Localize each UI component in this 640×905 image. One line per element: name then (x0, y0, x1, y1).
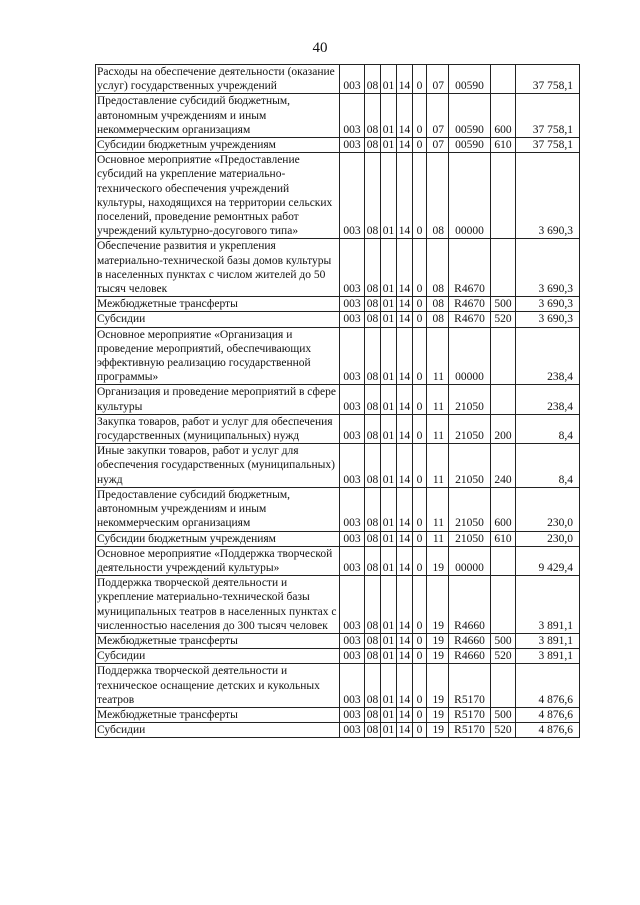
row-gr-code: 003 (340, 723, 365, 738)
row-amount: 9 429,4 (516, 546, 580, 575)
row-program-code: 14 (397, 385, 413, 414)
row-expense-type: 600 (491, 94, 516, 138)
row-amount: 3 690,3 (516, 153, 580, 239)
row-amount: 230,0 (516, 531, 580, 546)
row-expense-type: 500 (491, 297, 516, 312)
row-description: Иные закупки товаров, работ и услуг для обеспечения государственных (муниципальных) нужд (96, 444, 340, 488)
row-event-code: 11 (427, 444, 449, 488)
row-description: Субсидии (96, 312, 340, 327)
row-description: Межбюджетные трансферты (96, 297, 340, 312)
row-rz-code: 08 (365, 723, 381, 738)
row-amount: 3 891,1 (516, 633, 580, 648)
row-pr-code: 01 (381, 414, 397, 443)
row-gr-code: 003 (340, 664, 365, 708)
row-description: Основное мероприятие «Организация и проведение мероприятий, обеспечивающих эффективную реализацию государственной программы» (96, 327, 340, 385)
row-rz-code: 08 (365, 444, 381, 488)
row-pr-code: 01 (381, 444, 397, 488)
row-event-code: 11 (427, 531, 449, 546)
row-amount: 8,4 (516, 414, 580, 443)
row-pr-code: 01 (381, 487, 397, 531)
row-direction-code: 00000 (449, 546, 491, 575)
row-rz-code: 08 (365, 664, 381, 708)
row-amount: 3 690,3 (516, 239, 580, 297)
row-gr-code: 003 (340, 65, 365, 94)
row-rz-code: 08 (365, 649, 381, 664)
row-pr-code: 01 (381, 723, 397, 738)
row-description: Организация и проведение мероприятий в сфере культуры (96, 385, 340, 414)
table-row (96, 531, 580, 546)
row-description: Предоставление субсидий бюджетным, автономным учреждениям и иным некоммерческим организациям (96, 94, 340, 138)
row-direction-code: 21050 (449, 487, 491, 531)
row-description: Межбюджетные трансферты (96, 633, 340, 648)
row-rz-code: 08 (365, 153, 381, 239)
row-event-code: 19 (427, 723, 449, 738)
table-row (96, 385, 580, 414)
row-gr-code: 003 (340, 531, 365, 546)
row-gr-code: 003 (340, 239, 365, 297)
row-amount: 3 891,1 (516, 649, 580, 664)
row-pr-code: 01 (381, 312, 397, 327)
row-event-code: 19 (427, 664, 449, 708)
row-program-code: 14 (397, 546, 413, 575)
row-amount: 4 876,6 (516, 723, 580, 738)
table-row (96, 487, 580, 531)
table-row (96, 327, 580, 385)
row-description: Предоставление субсидий бюджетным, автономным учреждениям и иным некоммерческим организациям (96, 487, 340, 531)
row-subprogram-code: 0 (413, 385, 427, 414)
row-gr-code: 003 (340, 153, 365, 239)
row-amount: 8,4 (516, 444, 580, 488)
row-subprogram-code: 0 (413, 327, 427, 385)
table-row (96, 94, 580, 138)
row-subprogram-code: 0 (413, 664, 427, 708)
row-pr-code: 01 (381, 385, 397, 414)
row-pr-code: 01 (381, 633, 397, 648)
row-event-code: 08 (427, 153, 449, 239)
row-direction-code: R4670 (449, 239, 491, 297)
row-gr-code: 003 (340, 633, 365, 648)
row-direction-code: R4660 (449, 633, 491, 648)
row-direction-code: R5170 (449, 723, 491, 738)
row-subprogram-code: 0 (413, 65, 427, 94)
row-pr-code: 01 (381, 664, 397, 708)
table-row (96, 65, 580, 94)
row-event-code: 19 (427, 546, 449, 575)
row-program-code: 14 (397, 327, 413, 385)
row-expense-type: 520 (491, 649, 516, 664)
table-row (96, 576, 580, 634)
row-event-code: 08 (427, 297, 449, 312)
row-expense-type: 520 (491, 723, 516, 738)
row-rz-code: 08 (365, 487, 381, 531)
row-direction-code: R4660 (449, 576, 491, 634)
row-subprogram-code: 0 (413, 239, 427, 297)
row-pr-code: 01 (381, 649, 397, 664)
row-pr-code: 01 (381, 327, 397, 385)
row-gr-code: 003 (340, 649, 365, 664)
row-direction-code: R4670 (449, 297, 491, 312)
row-expense-type: 600 (491, 487, 516, 531)
row-expense-type (491, 546, 516, 575)
row-rz-code: 08 (365, 385, 381, 414)
row-gr-code: 003 (340, 414, 365, 443)
row-program-code: 14 (397, 297, 413, 312)
table-row (96, 546, 580, 575)
table-body (96, 65, 580, 738)
row-amount: 37 758,1 (516, 138, 580, 153)
row-description: Субсидии бюджетным учреждениям (96, 531, 340, 546)
row-expense-type (491, 65, 516, 94)
row-amount: 230,0 (516, 487, 580, 531)
row-amount: 238,4 (516, 385, 580, 414)
row-subprogram-code: 0 (413, 487, 427, 531)
page-number: 40 (312, 40, 328, 56)
table-row (96, 138, 580, 153)
row-gr-code: 003 (340, 138, 365, 153)
budget-table (95, 64, 580, 738)
row-subprogram-code: 0 (413, 723, 427, 738)
row-program-code: 14 (397, 138, 413, 153)
row-description: Основное мероприятие «Предоставление субсидий на укрепление материально-технического обеспечения учреждений культуры, находящихся на территории сельских поселений, проведение ремонтных работ учреждений культурно-досугового типа» (96, 153, 340, 239)
row-event-code: 19 (427, 633, 449, 648)
row-rz-code: 08 (365, 531, 381, 546)
row-gr-code: 003 (340, 327, 365, 385)
row-gr-code: 003 (340, 444, 365, 488)
row-subprogram-code: 0 (413, 138, 427, 153)
row-rz-code: 08 (365, 65, 381, 94)
row-pr-code: 01 (381, 94, 397, 138)
row-expense-type: 500 (491, 633, 516, 648)
row-pr-code: 01 (381, 239, 397, 297)
row-event-code: 19 (427, 576, 449, 634)
row-gr-code: 003 (340, 94, 365, 138)
row-gr-code: 003 (340, 385, 365, 414)
row-expense-type: 200 (491, 414, 516, 443)
table-row (96, 707, 580, 722)
row-pr-code: 01 (381, 153, 397, 239)
row-amount: 37 758,1 (516, 65, 580, 94)
row-program-code: 14 (397, 664, 413, 708)
row-direction-code: R5170 (449, 664, 491, 708)
row-direction-code: 00000 (449, 327, 491, 385)
row-pr-code: 01 (381, 65, 397, 94)
row-program-code: 14 (397, 444, 413, 488)
row-expense-type: 240 (491, 444, 516, 488)
row-direction-code: 21050 (449, 444, 491, 488)
table-row (96, 153, 580, 239)
table-row (96, 297, 580, 312)
row-pr-code: 01 (381, 546, 397, 575)
table-row (96, 723, 580, 738)
row-description: Субсидии бюджетным учреждениям (96, 138, 340, 153)
row-subprogram-code: 0 (413, 312, 427, 327)
row-rz-code: 08 (365, 327, 381, 385)
row-rz-code: 08 (365, 312, 381, 327)
row-pr-code: 01 (381, 531, 397, 546)
row-rz-code: 08 (365, 707, 381, 722)
row-rz-code: 08 (365, 414, 381, 443)
table-row (96, 312, 580, 327)
row-description: Основное мероприятие «Поддержка творческой деятельности учреждений культуры» (96, 546, 340, 575)
row-description: Субсидии (96, 723, 340, 738)
row-event-code: 19 (427, 649, 449, 664)
row-program-code: 14 (397, 239, 413, 297)
row-description: Расходы на обеспечение деятельности (оказание услуг) государственных учреждений (96, 65, 340, 94)
row-program-code: 14 (397, 487, 413, 531)
row-direction-code: 00590 (449, 94, 491, 138)
row-direction-code: 21050 (449, 531, 491, 546)
row-description: Субсидии (96, 649, 340, 664)
row-program-code: 14 (397, 153, 413, 239)
row-program-code: 14 (397, 707, 413, 722)
row-expense-type (491, 664, 516, 708)
row-expense-type (491, 153, 516, 239)
row-description: Поддержка творческой деятельности и укрепление материально-технической базы муниципальных театров в населенных пунктах с численностью населения до 300 тысяч человек (96, 576, 340, 634)
row-amount: 238,4 (516, 327, 580, 385)
row-subprogram-code: 0 (413, 546, 427, 575)
table-row (96, 649, 580, 664)
row-event-code: 07 (427, 65, 449, 94)
row-subprogram-code: 0 (413, 94, 427, 138)
row-event-code: 08 (427, 239, 449, 297)
row-expense-type: 500 (491, 707, 516, 722)
row-subprogram-code: 0 (413, 297, 427, 312)
row-event-code: 08 (427, 312, 449, 327)
row-gr-code: 003 (340, 707, 365, 722)
row-expense-type: 610 (491, 138, 516, 153)
row-amount: 3 891,1 (516, 576, 580, 634)
row-amount: 3 690,3 (516, 312, 580, 327)
row-direction-code: 21050 (449, 414, 491, 443)
row-direction-code: R4670 (449, 312, 491, 327)
row-pr-code: 01 (381, 707, 397, 722)
row-expense-type: 520 (491, 312, 516, 327)
table-row (96, 633, 580, 648)
row-gr-code: 003 (340, 546, 365, 575)
row-program-code: 14 (397, 723, 413, 738)
row-amount: 37 758,1 (516, 94, 580, 138)
row-subprogram-code: 0 (413, 576, 427, 634)
row-expense-type: 610 (491, 531, 516, 546)
row-program-code: 14 (397, 65, 413, 94)
row-gr-code: 003 (340, 297, 365, 312)
row-gr-code: 003 (340, 487, 365, 531)
row-gr-code: 003 (340, 312, 365, 327)
row-rz-code: 08 (365, 546, 381, 575)
table-row (96, 414, 580, 443)
row-direction-code: R4660 (449, 649, 491, 664)
row-event-code: 07 (427, 138, 449, 153)
row-direction-code: R5170 (449, 707, 491, 722)
row-description: Межбюджетные трансферты (96, 707, 340, 722)
row-subprogram-code: 0 (413, 444, 427, 488)
row-rz-code: 08 (365, 633, 381, 648)
row-pr-code: 01 (381, 138, 397, 153)
row-rz-code: 08 (365, 138, 381, 153)
row-expense-type (491, 239, 516, 297)
row-description: Поддержка творческой деятельности и техническое оснащение детских и кукольных театров (96, 664, 340, 708)
row-program-code: 14 (397, 531, 413, 546)
row-expense-type (491, 576, 516, 634)
row-rz-code: 08 (365, 94, 381, 138)
row-rz-code: 08 (365, 576, 381, 634)
row-program-code: 14 (397, 312, 413, 327)
row-program-code: 14 (397, 633, 413, 648)
row-subprogram-code: 0 (413, 649, 427, 664)
row-event-code: 07 (427, 94, 449, 138)
table-row (96, 444, 580, 488)
row-amount: 4 876,6 (516, 707, 580, 722)
row-direction-code: 00000 (449, 153, 491, 239)
row-event-code: 11 (427, 327, 449, 385)
row-direction-code: 21050 (449, 385, 491, 414)
table-row (96, 664, 580, 708)
row-amount: 4 876,6 (516, 664, 580, 708)
row-program-code: 14 (397, 576, 413, 634)
row-program-code: 14 (397, 649, 413, 664)
row-event-code: 11 (427, 385, 449, 414)
row-subprogram-code: 0 (413, 414, 427, 443)
row-program-code: 14 (397, 94, 413, 138)
row-subprogram-code: 0 (413, 707, 427, 722)
row-pr-code: 01 (381, 297, 397, 312)
row-rz-code: 08 (365, 297, 381, 312)
row-subprogram-code: 0 (413, 633, 427, 648)
row-expense-type (491, 327, 516, 385)
row-subprogram-code: 0 (413, 153, 427, 239)
row-pr-code: 01 (381, 576, 397, 634)
row-description: Закупка товаров, работ и услуг для обеспечения государственных (муниципальных) нужд (96, 414, 340, 443)
row-direction-code: 00590 (449, 138, 491, 153)
row-description: Обеспечение развития и укрепления материально-технической базы домов культуры в населенных пунктах с числом жителей до 50 тысяч человек (96, 239, 340, 297)
row-event-code: 11 (427, 487, 449, 531)
row-program-code: 14 (397, 414, 413, 443)
row-expense-type (491, 385, 516, 414)
row-amount: 3 690,3 (516, 297, 580, 312)
row-event-code: 19 (427, 707, 449, 722)
row-event-code: 11 (427, 414, 449, 443)
row-rz-code: 08 (365, 239, 381, 297)
row-gr-code: 003 (340, 576, 365, 634)
row-subprogram-code: 0 (413, 531, 427, 546)
table-row (96, 239, 580, 297)
row-direction-code: 00590 (449, 65, 491, 94)
